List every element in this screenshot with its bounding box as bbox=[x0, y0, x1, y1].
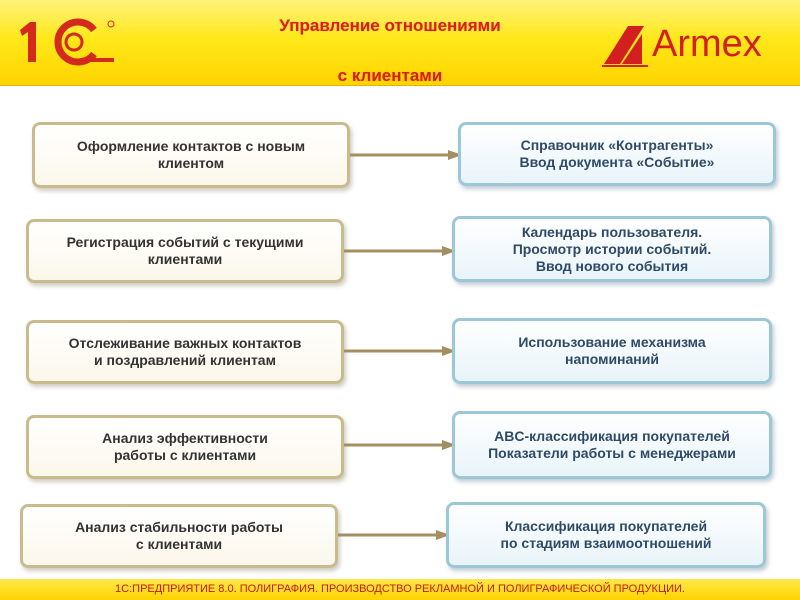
left-box-4-line2: работы с клиентами bbox=[113, 447, 257, 463]
arrow-right-icon bbox=[344, 440, 456, 450]
right-box-1-line2: Ввод документа «Событие» bbox=[519, 154, 715, 170]
left-box-5-line2: с клиентами bbox=[135, 536, 223, 552]
footer-banner bbox=[0, 579, 800, 600]
left-box-3-line2: и поздравлений клиентам bbox=[94, 352, 276, 368]
arrow-right-icon bbox=[344, 246, 456, 256]
left-box-4 bbox=[26, 415, 344, 479]
left-box-1-line2: клиентом bbox=[157, 155, 225, 171]
arrow-right-icon bbox=[344, 346, 456, 356]
left-box-3 bbox=[26, 320, 344, 384]
right-box-5-line2: по стадиям взаимоотношений bbox=[500, 535, 712, 551]
left-box-2-line2: клиентами bbox=[147, 251, 223, 267]
1c-logo-icon bbox=[14, 16, 118, 68]
arrow-right-icon bbox=[350, 150, 462, 160]
page-title-line1: Управление отношениями bbox=[279, 16, 501, 35]
right-box-5-line1: Классификация покупателей bbox=[504, 518, 708, 534]
left-box-5 bbox=[20, 504, 338, 568]
right-box-2-line1: Календарь пользователя. bbox=[521, 223, 703, 240]
right-box-3 bbox=[452, 318, 772, 384]
right-box-3-line2: напоминаний bbox=[565, 351, 659, 367]
left-box-2 bbox=[26, 219, 344, 283]
right-box-2 bbox=[452, 216, 772, 282]
right-box-4-line1: ABC-классификация покупателей bbox=[494, 428, 730, 444]
right-box-4 bbox=[452, 411, 772, 479]
footer-text: 1С:ПРЕДПРИЯТИЕ 8.0. ПОЛИГРАФИЯ. ПРОИЗВОДСТВО РЕКЛАМНОЙ И ПОЛИГРАФИЧЕСКОЙ ПРОДУКЦИИ. bbox=[115, 583, 685, 595]
right-box-1-line1: Справочник «Контрагенты» bbox=[520, 137, 714, 153]
right-box-4-line2: Показатели работы с менеджерами bbox=[488, 445, 736, 461]
armex-logo-text: Armex bbox=[652, 23, 762, 65]
right-box-3-line1: Использование механизма bbox=[518, 334, 706, 350]
arrow-right-icon bbox=[338, 530, 450, 540]
right-box-5 bbox=[446, 502, 766, 568]
left-box-2-line1: Регистрация событий с текущими bbox=[66, 234, 304, 250]
left-box-1-line1: Оформление контактов с новым bbox=[76, 138, 306, 154]
left-box-3-line1: Отслеживание важных контактов bbox=[68, 335, 302, 351]
left-box-1 bbox=[32, 122, 350, 188]
left-box-4-line1: Анализ эффективности bbox=[102, 430, 268, 446]
left-box-5-line1: Анализ стабильности работы bbox=[75, 519, 283, 535]
right-box-2-line3: Ввод нового события bbox=[535, 257, 689, 274]
page-title-line2: с клиентами bbox=[337, 66, 443, 85]
header-banner bbox=[0, 0, 800, 86]
right-box-2-line2: Просмотр истории событий. bbox=[512, 240, 712, 257]
right-box-1 bbox=[458, 122, 776, 186]
